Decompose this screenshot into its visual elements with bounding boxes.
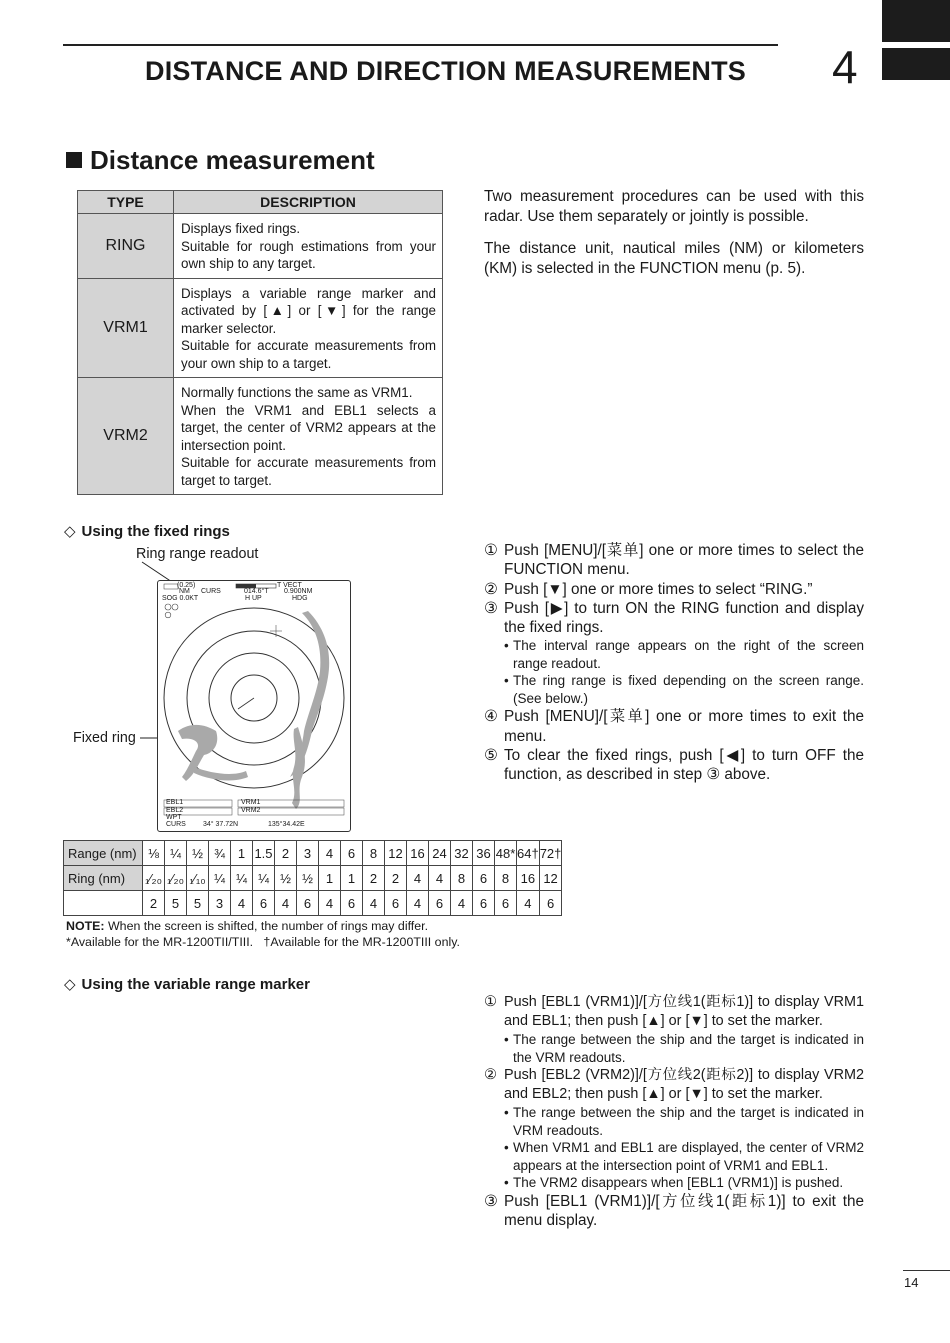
- sog-readout: SOG 0.0KT: [162, 595, 199, 602]
- page-number: 14: [904, 1275, 919, 1290]
- vect-value: 0.900NM: [284, 588, 313, 595]
- step: ③ Push [EBL1 (VRM1)]/[方位线1(距标1)] to exit the menu display.: [484, 1192, 864, 1229]
- description-header: DESCRIPTION: [174, 191, 443, 214]
- fixed-ring-label: Fixed ring: [73, 730, 136, 746]
- bullet-item: • The range between the ship and the target is indicated in VRM readouts.: [504, 1105, 864, 1138]
- vrm1-readout: VRM1: [241, 799, 261, 806]
- ebl2-readout: EBL2: [166, 807, 184, 814]
- intro-text: [484, 187, 864, 291]
- step: ⑤ To clear the fixed rings, push [◀] to turn OFF the function, as described in step ③ above.: [484, 747, 864, 784]
- description-cell: Normally functions the same as VRM1. When the VRM1 and EBL1 selects a target, the center of VRM2 appears at the intersection point. Suitable for accurate measurements from target to target.: [174, 378, 443, 495]
- description-cell: Displays a variable range marker and activated by [▲] or [▼] for the range marker selector. Suitable for accurate measurements from your own ship to a target.: [174, 278, 443, 378]
- wpt-readout: WPT: [166, 814, 182, 821]
- table-notes: [66, 919, 460, 950]
- step: ① Push [EBL1 (VRM1)]/[方位线1(距标1)] to display VRM1 and EBL1; then push [▲] or [▼] to set the marker.: [484, 994, 864, 1029]
- fixed-rings-steps: [484, 541, 864, 785]
- section-title: Distance measurement: [66, 145, 375, 176]
- radar-screen: [157, 580, 351, 832]
- curs-readout: CURS: [166, 821, 186, 828]
- type-table: [77, 190, 443, 495]
- bullet-item: • The VRM2 disappears when [EBL1 (VRM1)] is pushed.: [504, 1175, 844, 1190]
- chapter-title: DISTANCE AND DIRECTION MEASUREMENTS: [145, 56, 747, 86]
- range-row-label: Range (nm): [64, 841, 143, 866]
- table-row: [78, 214, 443, 279]
- vect-readout: T VECT: [277, 582, 302, 589]
- fixed-rings-heading: ◇ Using the fixed rings: [64, 523, 230, 540]
- type-header: TYPE: [78, 191, 174, 214]
- diamond-icon: ◇: [64, 523, 76, 540]
- vrm-heading: ◇ Using the variable range marker: [64, 976, 310, 993]
- intro-paragraph: Two measurement procedures can be used with this radar. Use them separately or jointly is possible.: [484, 188, 864, 225]
- chapter-tab-top: [882, 0, 950, 42]
- step: ② Push [EBL2 (VRM2)]/[方位线2(距标2)] to display VRM2 and EBL2; then push [▲] or [▼] to set the marker.: [484, 1067, 864, 1102]
- step: ④ Push [MENU]/[菜单] one or more times to exit the menu.: [484, 708, 864, 745]
- chapter-number: 4: [832, 41, 858, 93]
- count-row: 2 5 5 3 4 6 4 6 4 6 4 6 4 6 4 6 6 4 6: [64, 891, 562, 916]
- bullet-item: • The ring range is fixed depending on the screen range. (See below.): [504, 673, 864, 706]
- diamond-icon: ◇: [64, 976, 76, 993]
- ebl1-readout: EBL1: [166, 799, 184, 806]
- range-unit: NM: [179, 588, 190, 595]
- bearing-readout: 014.6°T: [244, 588, 269, 595]
- type-cell: VRM2: [78, 378, 174, 495]
- range-value: (0.25): [177, 582, 196, 589]
- ring-row: Ring (nm) ₁⁄₂₀ ₁⁄₂₀ ₁⁄₁₀ ¼ ¼ ¼ ½ ½ 1 1 2 2 4 4 8 6 8 16 12: [64, 866, 562, 891]
- note-line: NOTE: When the screen is shifted, the number of rings may differ.: [66, 919, 429, 933]
- type-cell: VRM1: [78, 278, 174, 378]
- ring-range-readout-label: Ring range readout: [136, 546, 259, 562]
- longitude-readout: 135°34.42E: [268, 821, 305, 828]
- radar-display: [158, 581, 350, 831]
- bullet-item: • When VRM1 and EBL1 are displayed, the center of VRM2 appears at the intersection point of VRM1 and EBL1.: [504, 1140, 864, 1173]
- description-cell: Displays fixed rings. Suitable for rough estimations from your own ship to any target.: [174, 214, 443, 279]
- vrm2-readout: VRM2: [241, 807, 261, 814]
- chapter-tab-bottom: [882, 48, 950, 80]
- step: ③ Push [▶] to turn ON the RING function and display the fixed rings.: [484, 599, 864, 637]
- range-table: [63, 840, 562, 916]
- table-row: [78, 378, 443, 495]
- square-bullet-icon: [66, 152, 82, 168]
- intro-paragraph: The distance unit, nautical miles (NM) or kilometers (KM) is selected in the FUNCTION menu (p. 5).: [484, 240, 864, 277]
- mode-readout: CURS: [201, 588, 221, 595]
- bullet-item: • The interval range appears on the right of the screen range readout.: [504, 638, 864, 671]
- vrm-steps: [484, 993, 864, 1230]
- ring-row-label: Ring (nm): [64, 866, 143, 891]
- hdg-readout: HDG: [292, 595, 308, 602]
- footer-rule: [903, 1270, 950, 1271]
- hup-readout: H UP: [245, 595, 262, 602]
- range-row: Range (nm) ⅛ ¼ ½ ¾ 1 1.5 2 3 4 6 8 12 16 24 32 36 48* 64† 72†: [64, 841, 562, 866]
- table-row: [78, 278, 443, 378]
- header-rule: [63, 44, 778, 46]
- step: ② Push [▼] one or more times to select “RING.”: [484, 580, 813, 598]
- type-cell: RING: [78, 214, 174, 279]
- count-row-label: [64, 891, 143, 916]
- availability-line: *Available for the MR-1200TII/TIII. †Available for the MR-1200TIII only.: [66, 934, 460, 949]
- step: ① Push [MENU]/[菜单] one or more times to select the FUNCTION menu.: [484, 542, 864, 579]
- table-header-row: [78, 191, 443, 214]
- bullet-item: • The range between the ship and the target is indicated in the VRM readouts.: [504, 1032, 864, 1065]
- latitude-readout: 34° 37.72N: [203, 821, 239, 828]
